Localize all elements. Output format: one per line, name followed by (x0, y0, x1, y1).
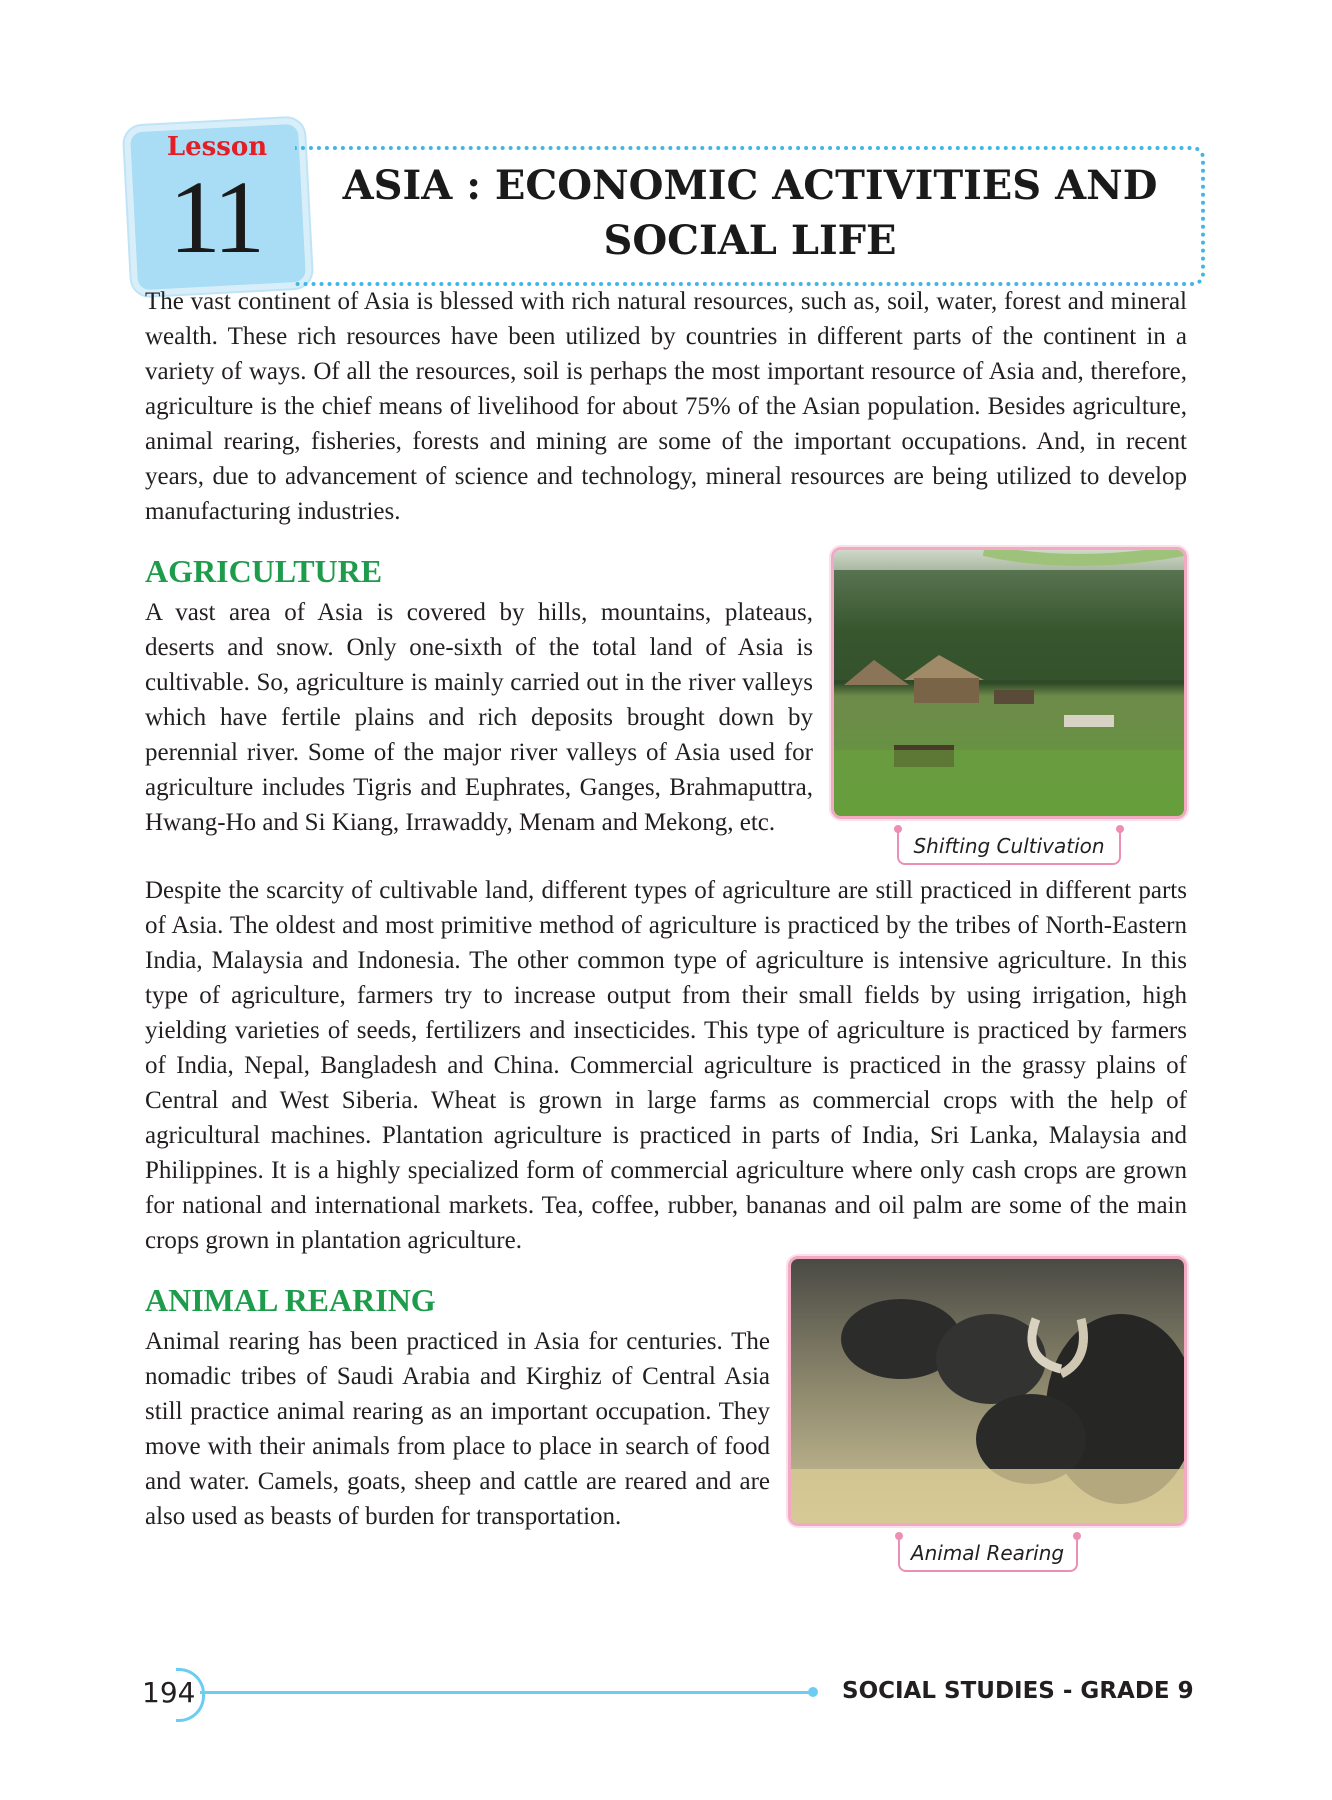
buffalo-image (791, 1259, 1184, 1523)
title-line-2: SOCIAL LIFE (603, 217, 897, 264)
animal-rearing-paragraph: Animal rearing has been practiced in Asia for centuries. The nomadic tribes of Saudi Arabia and Kirghiz of Central Asia still practice animal rearing as an important occupation. They move with their animals from place to place in search of food and water. Camels, goats, sheep and cattle are reared and are also used as beasts of burden for transportation. (145, 1328, 770, 1530)
animal-rearing-heading: ANIMAL REARING (145, 1282, 436, 1318)
lesson-number: 11 (168, 160, 262, 275)
shifting-cultivation-photo (831, 547, 1187, 819)
lesson-label: Lesson (166, 132, 268, 162)
book-title: SOCIAL STUDIES - GRADE 9 (842, 1678, 1194, 1704)
agriculture-paragraph-1: A vast area of Asia is covered by hills, mountains, plateaus, deserts and snow. Only one-sixth of the total land of Asia is cultivable. So, agriculture is mainly carried out in the river valleys which have fertile plains and rich deposits brought down by perennial river. Some of the major river valleys of Asia used for agriculture includes Tigris and Euphrates, Ganges, Brahmaputtra, Hwang-Ho and Si Kiang, Irrawaddy, Menam and Mekong, etc. (145, 599, 813, 836)
page-number: 194 (142, 1676, 196, 1709)
shifting-cultivation-figure (831, 547, 1187, 865)
shifting-cultivation-image (834, 550, 1184, 816)
page-title (300, 158, 1200, 268)
shifting-cultivation-caption: Shifting Cultivation (897, 831, 1121, 865)
title-line-1: ASIA : ECONOMIC ACTIVITIES AND (342, 162, 1158, 209)
animal-rearing-caption: Animal Rearing (898, 1538, 1078, 1572)
footer-arc (176, 1668, 205, 1722)
animal-rearing-photo (788, 1256, 1187, 1526)
footer-dot (808, 1687, 818, 1697)
animal-rearing-figure (788, 1256, 1187, 1572)
agriculture-heading: AGRICULTURE (145, 553, 383, 589)
intro-paragraph: The vast continent of Asia is blessed with rich natural resources, such as, soil, water, forest and mineral wealth. These rich resources have been utilized by countries in different parts of the continent in a variety of ways. Of all the resources, soil is perhaps the most important resource of Asia and, therefore, agriculture is the chief means of livelihood for about 75% of the Asian population. Besides agriculture, animal rearing, fisheries, forests and mining are some of the important occupations. And, in recent years, due to advancement of science and technology, mineral resources are being utilized to develop manufacturing industries. (145, 288, 1187, 525)
footer-divider (200, 1691, 812, 1694)
agriculture-paragraph-2: Despite the scarcity of cultivable land, different types of agriculture are still practiced in different parts of Asia. The oldest and most primitive method of agriculture is practiced by the tribes of North-Eastern India, Malaysia and Indonesia. The other common type of agriculture is intensive agriculture. In this type of agriculture, farmers try to increase output from their small fields by using irrigation, high yielding varieties of seeds, fertilizers and insecticides. This type of agriculture is practiced by farmers of India, Nepal, Bangladesh and China. Commercial agriculture is practiced in the grassy plains of Central and West Siberia. Wheat is grown in large farms as commercial crops with the help of agricultural machines. Plantation agriculture is practiced in parts of India, Sri Lanka, Malaysia and Philippines. It is a highly specialized form of commercial agriculture where only cash crops are grown for national and international markets. Tea, coffee, rubber, bananas and oil palm are some of the main crops grown in plantation agriculture. (145, 877, 1187, 1254)
page-content (145, 284, 1187, 1572)
